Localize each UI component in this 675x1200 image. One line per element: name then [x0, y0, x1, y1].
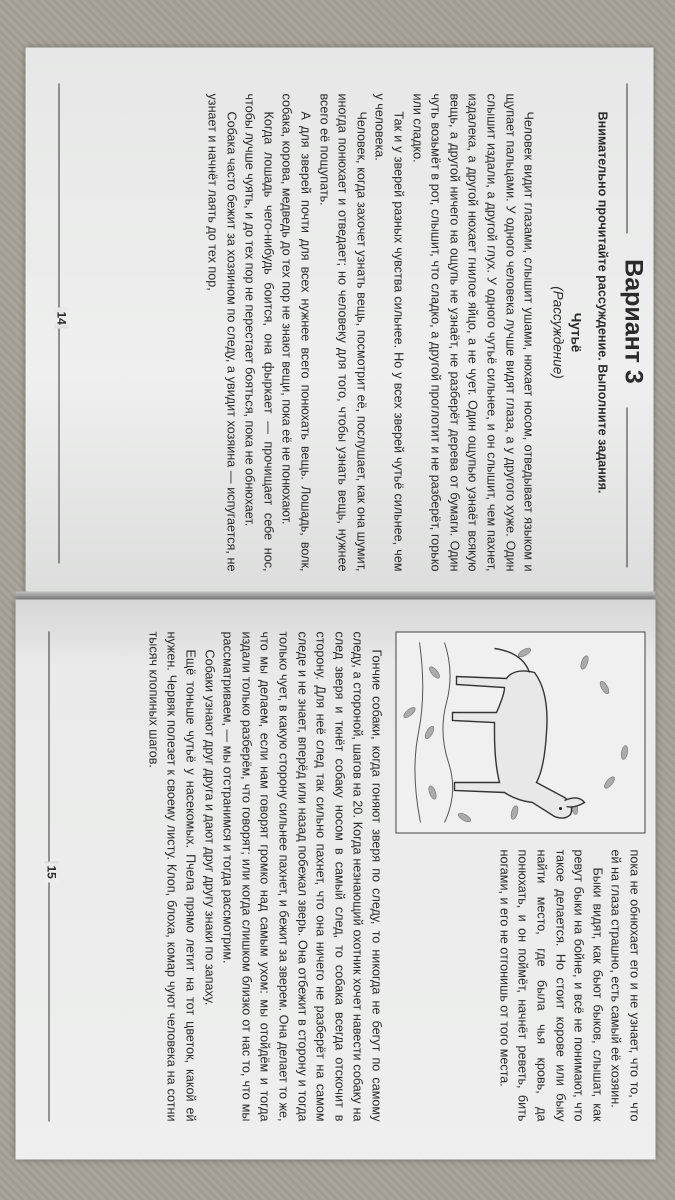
page-number: 14 [55, 308, 69, 329]
paragraph: Ещё тоньше чутьё у насекомых. Пчела прямо летит на тот цветок, какой ей нужен. Червяк полезет к своему листу. Клоп, блоха, комар чуют человека на сотни тысяч клопиных шагов. [146, 631, 198, 1122]
text-subtitle: (Рассуждение) [550, 286, 566, 379]
paragraph: Когда лошадь чего-нибудь боится, она фыркает — прочищает себе нос, чтобы лучше чуять, и до тех пор не перестает бояться, пока не обнюхает. [242, 93, 276, 572]
paragraph: пока не обнюхает его и не узнает, что то, что ей на глаза страшно, есть самый её хозяин. [608, 849, 642, 1122]
page-number: 15 [45, 862, 59, 883]
dog-illustration [396, 632, 646, 834]
task-instruction: Внимательно прочитайте рассуждение. Выполните задания. [595, 111, 610, 494]
paragraph: Человек, когда захочет узнать вещь, посмотрит её, послушает, как она шумит, иногда понюхает и отведает; но человеку для того, чтобы узнать вещь, нужнее всего её пощупать. [317, 93, 369, 572]
right-column-text [495, 850, 644, 1122]
paragraph: Гончие собаки, когда гоняют зверя по следу, то никогда не бегут по самому следу, а стороной, шагов на 20. Когда незнающий охотник хочет навести собаку на след зверя и ткнёт собаку носом в самый след, то собака всегда отскочит в сторону. Для неё след так сильно пахнет, что она ничего не разберёт на самом следе и не знает, вперёд или назад побежал зверь. Она отбежит в сторону и тогда только чует, в какую сторону сильнее пахнет, и бежит за зверем. Она делает то же, что мы делаем, если нам говорят громко над самым ухом: мы отойдём и тогда издали только разберём, что говорят; или когда слишком близко от нас то, что мы рассматриваем, — мы отстранимся и тогда рассмотрим. [220, 631, 384, 1122]
variant-heading: Вариант 3 [619, 259, 648, 384]
dog-drawing [397, 633, 645, 833]
left-text-block [203, 94, 611, 572]
paragraph: Человек видит глазами, слышит ушами, нюхает носом, отведывает языком и щупает пальцами. У одного человека лучше видят глаза, а у другого хуже. Один слышит издали, а другой глух. У одного чутьё сильнее, и он слышит, чем пахнет, издалека, а другой нюхает гнилое яйцо, а не чует. Один ощупью узнаёт всякую вещь, а другой ничего на ощупь не узнаёт, не разберёт дерева от бумаги. Один чуть возьмёт в рот, слышит, что сладко, а другой проглотит и не разберёт, горько или сладко. [410, 93, 536, 572]
paragraph: Так и у зверей разных чувства сильнее. Но у всех зверей чутьё сильнее, чем у человека. [372, 93, 406, 572]
paragraph: Собаки узнают друг друга и дают друг другу знаки по запаху. [202, 649, 217, 1006]
text-title: Чутьё [568, 312, 584, 353]
right-page [16, 600, 656, 1160]
paragraph: Быки видят, как бьют быков, слышат, как ревут быки на бойне, и всё не понимают, что такое делается. Но стоит корове или быку найти место, где была чья кровь, да понюхать, и он поймёт, начнёт реветь, бить ногами, и его не отгонишь от того места. [497, 849, 605, 1122]
left-page [26, 48, 654, 596]
right-text-block [144, 632, 386, 1122]
paragraph: А для зверей почти для всех нужнее всего понюхать вещь. Лошадь, волк, собака, корова, медведь до тех пор не знают вещи, пока её не понюхают. [280, 93, 313, 572]
paragraph: Собака часто бежит за хозяином по следу, а увидит хозяина — испугается, не узнает и начнёт лаять до тех пор, [205, 93, 239, 572]
open-book [1, 0, 675, 1200]
